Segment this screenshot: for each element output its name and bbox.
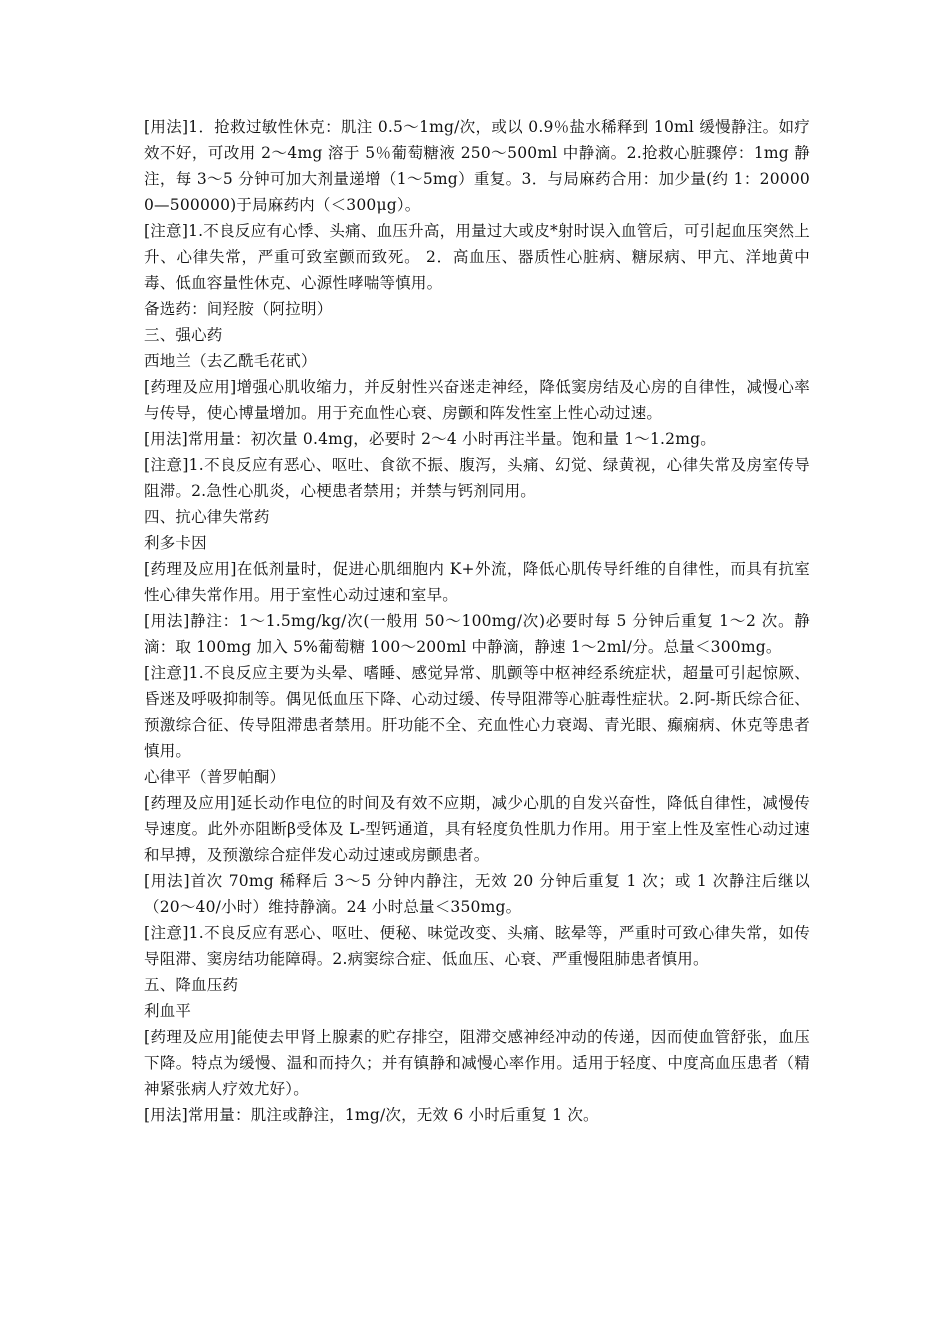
usage-paragraph: [用法]常用量：肌注或静注，1mg/次，无效 6 小时后重复 1 次。 xyxy=(144,1106,599,1124)
drug-name: 西地兰（去乙酰毛花甙） xyxy=(144,352,317,370)
pharmacology-paragraph: [药理及应用]增强心肌收缩力，并反射性兴奋迷走神经，降低窦房结及心房的自律性，减慢心率与传导，使心博量增加。用于充血性心衰、房颤和阵发性室上性心动过速。 xyxy=(144,378,810,422)
drug-name: 利血平 xyxy=(144,1002,192,1020)
pharmacology-paragraph: [药理及应用]延长动作电位的时间及有效不应期，减少心肌的自发兴奋性，降低自律性，减慢传导速度。此外亦阻断β受体及 L-型钙通道，具有轻度负性肌力作用。用于室上性及室性心动过速和早搏，及预激综合症伴发心动过速或房颤患者。 xyxy=(144,794,810,864)
section-heading: 三、强心药 xyxy=(144,326,223,344)
pharmacology-paragraph: [药理及应用]能使去甲肾上腺素的贮存排空，阻滞交感神经冲动的传递，因而使血管舒张，血压下降。特点为缓慢、温和而持久；并有镇静和减慢心率作用。适用于轻度、中度高血压患者（精神紧张病人疗效尤好）。 xyxy=(144,1028,810,1098)
usage-paragraph: [用法]常用量：初次量 0.4mg，必要时 2～4 小时再注半量。饱和量 1～1.2mg。 xyxy=(144,430,716,448)
caution-paragraph: [注意]1.不良反应有恶心、呕吐、食欲不振、腹泻，头痛、幻觉、绿黄视，心律失常及房室传导阻滞。2.急性心肌炎，心梗患者禁用；并禁与钙剂同用。 xyxy=(144,456,810,500)
document-body xyxy=(144,114,810,1128)
usage-paragraph: [用法]静注：1～1.5mg/kg/次(一般用 50～100mg/次)必要时每 5 分钟后重复 1～2 次。静滴：取 100mg 加入 5%葡萄糖 100～200ml 中静滴，静速 1～2ml/分。总量＜300mg。 xyxy=(144,612,810,656)
section-heading: 五、降血压药 xyxy=(144,976,239,994)
usage-paragraph: [用法]首次 70mg 稀释后 3～5 分钟内静注，无效 20 分钟后重复 1 次；或 1 次静注后继以（20～40/小时）维持静滴。24 小时总量＜350mg。 xyxy=(144,872,810,916)
drug-name: 心律平（普罗帕酮） xyxy=(144,768,286,786)
usage-paragraph: [用法]1．抢救过敏性休克：肌注 0.5～1mg/次，或以 0.9％盐水稀释到 10ml 缓慢静注。如疗效不好，可改用 2～4mg 溶于 5％葡萄糖液 250～500ml 中静滴。2.抢救心脏骤停：1mg 静注，每 3～5 分钟可加大剂量递增（1～5mg）重复。3．与局麻药合用：加少量(约 1：200000—500000)于局麻药内（＜300μg）。 xyxy=(144,118,810,214)
caution-paragraph: [注意]1.不良反应有心悸、头痛、血压升高，用量过大或皮*射时误入血管后，可引起血压突然上升、心律失常，严重可致室颤而致死。 2．高血压、器质性心脏病、糖尿病、甲亢、洋地黄中毒、低血容量性休克、心源性哮喘等慎用。 xyxy=(144,222,810,292)
section-heading: 四、抗心律失常药 xyxy=(144,508,270,526)
alternative-drug-line: 备选药：间羟胺（阿拉明） xyxy=(144,300,333,318)
caution-paragraph: [注意]1.不良反应主要为头晕、嗜睡、感觉异常、肌颤等中枢神经系统症状，超量可引起惊厥、昏迷及呼吸抑制等。偶见低血压下降、心动过缓、传导阻滞等心脏毒性症状。2.阿-斯氏综合征、预激综合征、传导阻滞患者禁用。肝功能不全、充血性心力衰竭、青光眼、癫痫病、休克等患者慎用。 xyxy=(144,664,810,760)
drug-name: 利多卡因 xyxy=(144,534,207,552)
caution-paragraph: [注意]1.不良反应有恶心、呕吐、便秘、味觉改变、头痛、眩晕等，严重时可致心律失常，如传导阻滞、窦房结功能障碍。2.病窦综合症、低血压、心衰、严重慢阻肺患者慎用。 xyxy=(144,924,810,968)
pharmacology-paragraph: [药理及应用]在低剂量时，促进心肌细胞内 K+外流，降低心肌传导纤维的自律性，而具有抗室性心律失常作用。用于室性心动过速和室早。 xyxy=(144,560,810,604)
